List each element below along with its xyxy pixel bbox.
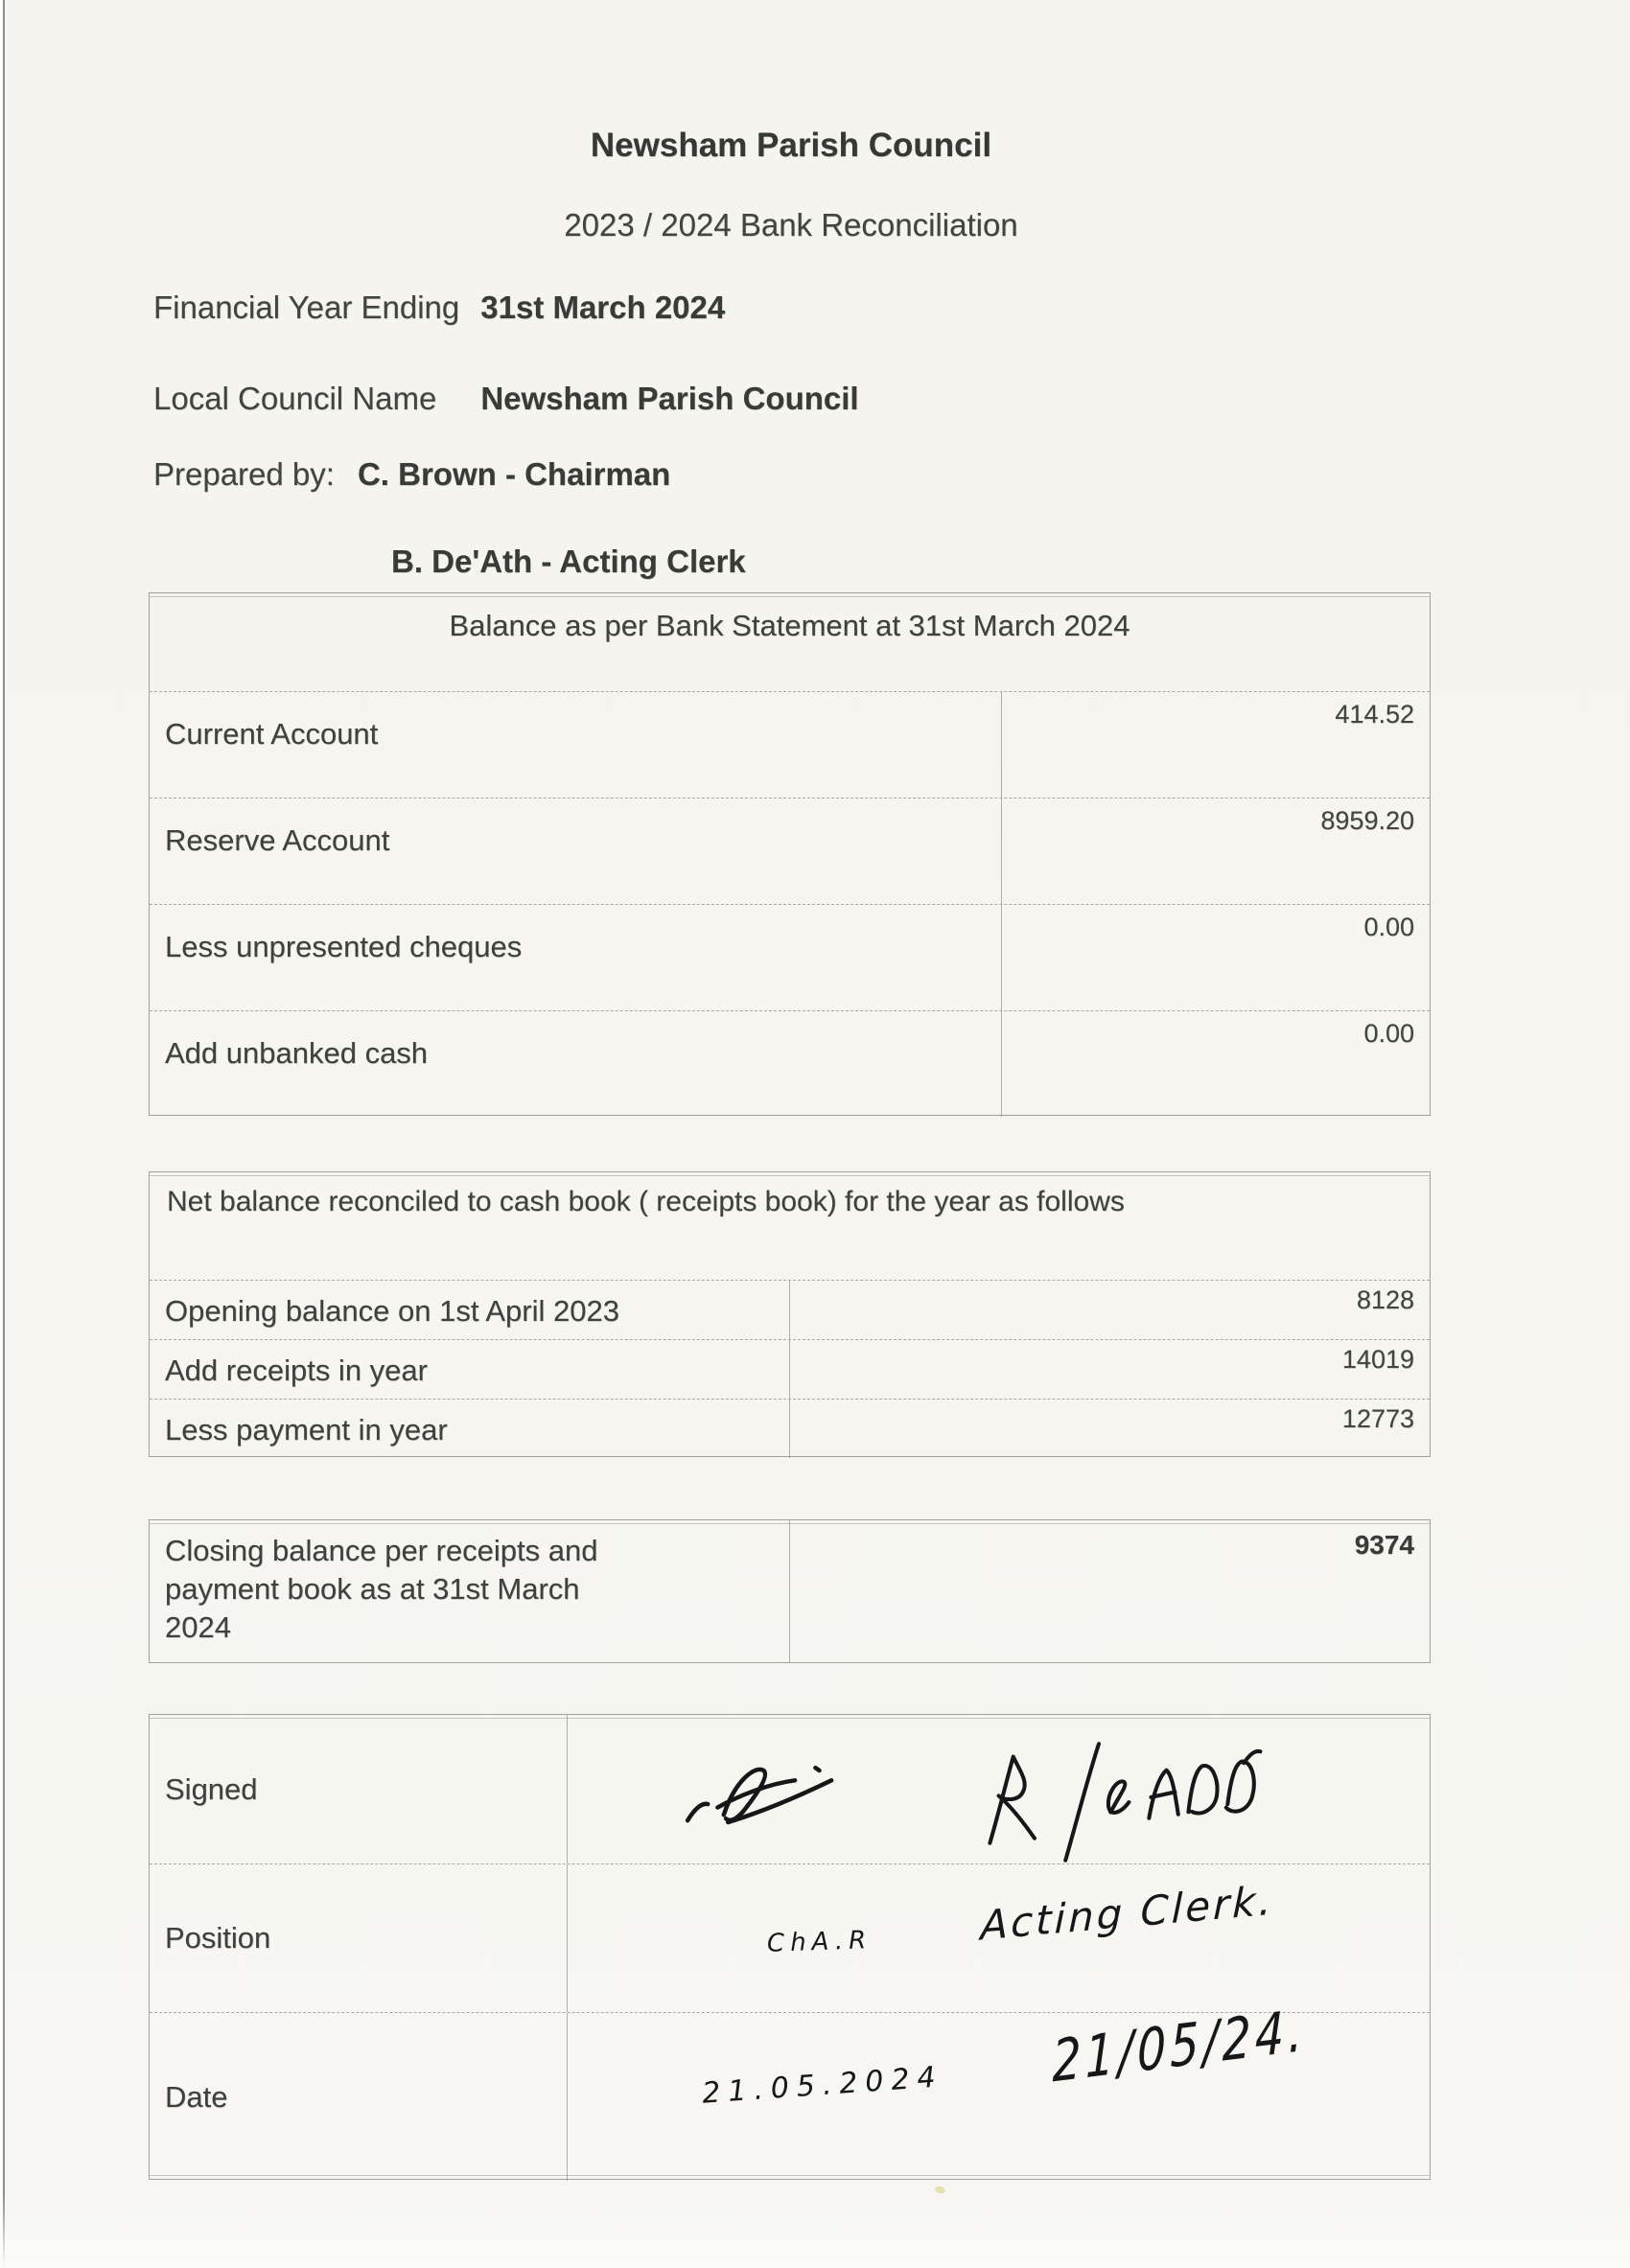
field-prepared-by (153, 456, 670, 493)
table-row (150, 1010, 1430, 1117)
date-chair-handwriting: 21.05.2024 (701, 2060, 944, 2111)
net-row-label: Less payment in year (165, 1413, 448, 1446)
field-financial-year (153, 289, 725, 326)
net-row-label: Opening balance on 1st April 2023 (165, 1294, 619, 1328)
scan-edge-shadow (3, 0, 5, 2268)
date-row (150, 1997, 1430, 2181)
bank-row-value: 414.52 (1001, 692, 1430, 798)
bank-table-header: Balance as per Bank Statement at 31st March 2024 (449, 609, 1130, 642)
position-chair-handwriting: ChA.R (766, 1926, 873, 1958)
net-row-label: Add receipts in year (165, 1354, 428, 1387)
position-clerk-handwriting: Acting Clerk. (980, 1876, 1275, 1950)
table-row (150, 1520, 1430, 1662)
prepared-by-second-value: B. De'Ath - Acting Clerk (391, 544, 746, 579)
prepared-by-value: C. Brown - Chairman (357, 456, 671, 492)
chair-signature (671, 1752, 857, 1844)
page-title: Newsham Parish Council (590, 127, 992, 164)
signature-table (149, 1714, 1431, 2180)
closing-balance-label: Closing balance per receipts and payment book as at 31st March 2024 (165, 1534, 598, 1644)
position-row (150, 1863, 1430, 2012)
net-table-header: Net balance reconciled to cash book ( receipts book) for the year as follows (167, 1186, 1125, 1217)
date-clerk-handwriting: 21/05/24. (1052, 1997, 1307, 2096)
net-row-value: 12773 (789, 1400, 1430, 1458)
bank-row-label: Reserve Account (165, 823, 390, 857)
bank-row-label: Less unpresented cheques (165, 930, 523, 963)
bank-row-value: 0.00 (1001, 1011, 1430, 1117)
field-council-name (153, 381, 859, 417)
scan-bottom-band (0, 2195, 1630, 2268)
financial-year-value: 31st March 2024 (480, 289, 726, 325)
table-row (150, 1280, 1430, 1339)
table-row (150, 1339, 1430, 1399)
bank-row-value: 0.00 (1001, 905, 1430, 1010)
table-row (150, 798, 1430, 904)
net-row-value: 14019 (789, 1340, 1430, 1399)
closing-balance-value: 9374 (789, 1520, 1430, 1662)
council-name-label: Local Council Name (153, 381, 437, 416)
bank-statement-table (149, 592, 1431, 1116)
signed-label: Signed (165, 1771, 258, 1806)
financial-year-label: Financial Year Ending (153, 289, 460, 325)
date-cell (567, 1997, 1430, 2181)
position-label: Position (165, 1921, 271, 1955)
signed-row (150, 1715, 1430, 1863)
signed-cell (567, 1715, 1430, 1863)
table-row (150, 904, 1430, 1010)
page-subtitle: 2023 / 2024 Bank Reconciliation (564, 207, 1018, 243)
council-name-value: Newsham Parish Council (480, 381, 859, 416)
bank-row-label: Current Account (165, 717, 379, 751)
bank-row-label: Add unbanked cash (165, 1036, 429, 1070)
paper-speck (934, 2185, 946, 2194)
net-row-value: 8128 (789, 1281, 1430, 1339)
closing-balance-table (149, 1519, 1431, 1663)
date-label: Date (165, 2079, 228, 2114)
prepared-by-label: Prepared by: (153, 456, 335, 492)
table-row (150, 691, 1430, 798)
net-balance-table (149, 1171, 1431, 1457)
clerk-signature (952, 1723, 1282, 1874)
bank-row-value: 8959.20 (1001, 798, 1430, 904)
table-row (150, 1399, 1430, 1458)
position-cell (567, 1864, 1430, 2012)
